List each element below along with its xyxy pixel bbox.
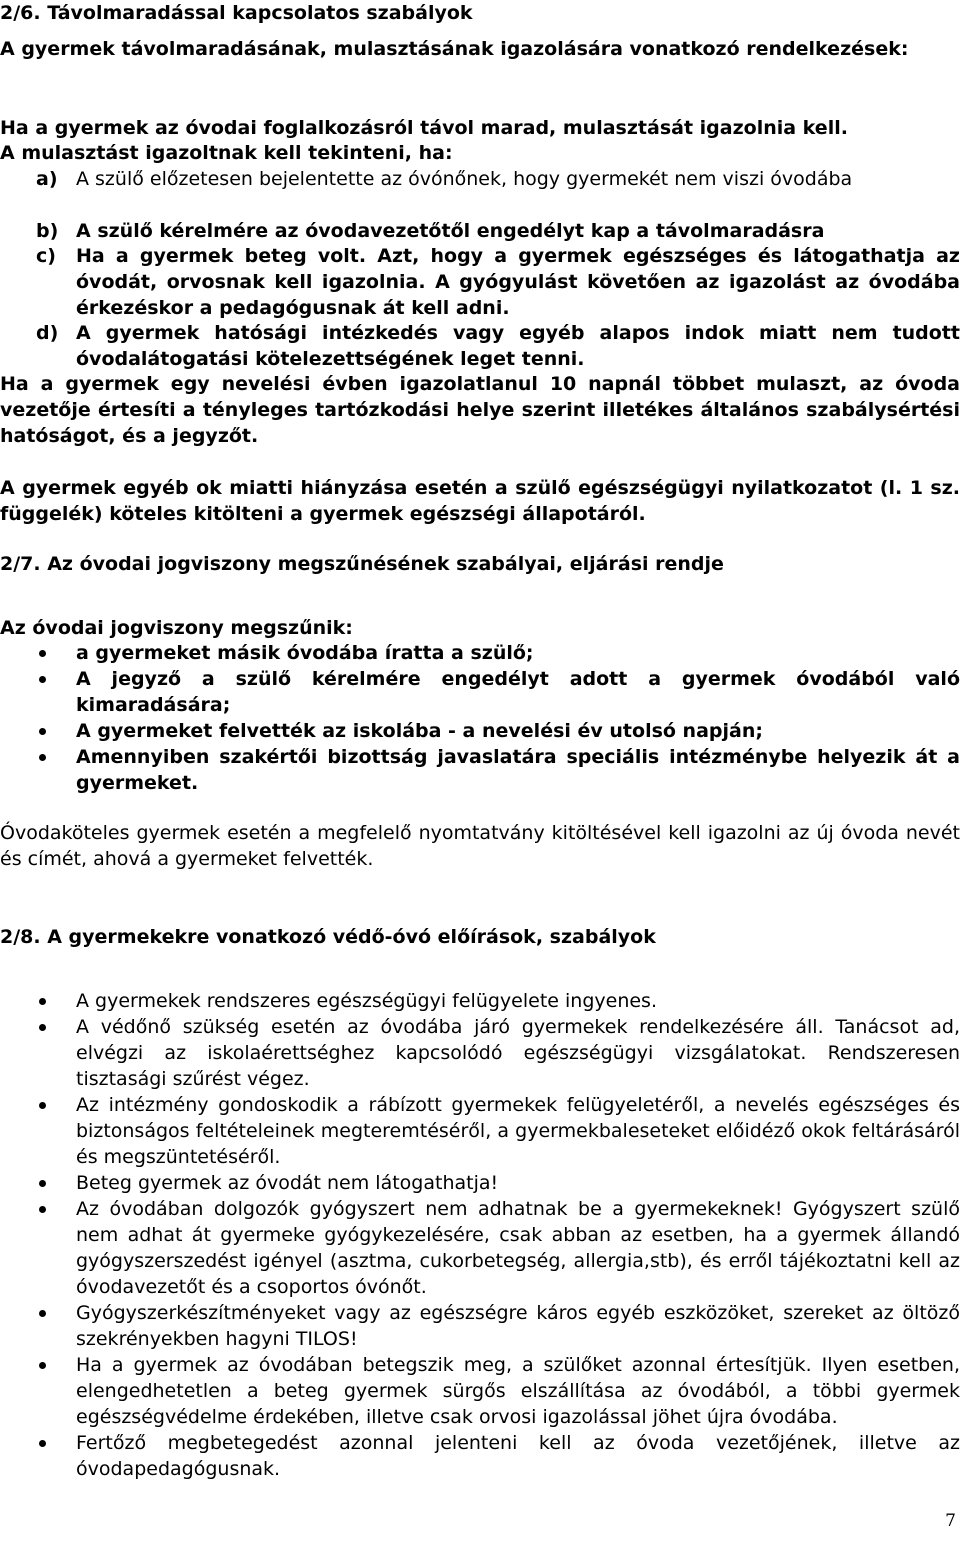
list-item: A jegyző a szülő kérelmére engedélyt adott a gyermek óvodából való kimaradására; [0, 666, 960, 718]
section-2-6-subheading: A gyermek távolmaradásának, mulasztásának igazolására vonatkozó rendelkezések: [0, 38, 909, 60]
bullet-icon [39, 998, 46, 1005]
list-item: Gyógyszerkészítményeket vagy az egészségre káros egyéb eszközöket, szereket az öltöző szekrényekben hagyni TILOS! [0, 1300, 960, 1352]
list-text: Ha a gyermek beteg volt. Azt, hogy a gyermek egészséges és látogathatja az óvodát, orvosnak kell igazolnia. A gyógyulást követően az igazolást az óvodába érkezéskor a pedagógusnak át kell adni. [76, 245, 960, 319]
bullet-icon [39, 1024, 46, 1031]
list-text: A gyermek hatósági intézkedés vagy egyéb alapos indok miatt nem tudott óvodalátogatási kötelezettségének leget tenni. [76, 322, 960, 370]
list-item-d [36, 320, 960, 372]
bullet-icon [39, 1362, 46, 1369]
section-2-6-para-1: Ha a gyermek egy nevelési évben igazolatlanul 10 napnál többet mulaszt, az óvoda vezetője értesíti a tényleges tartózkodási helye szerint illetékes általános szabálysértési hatóságot, és a jegyzőt. [0, 373, 960, 447]
list-text: A szülő előzetesen bejelentette az óvónőnek, hogy gyermekét nem viszi óvodába [76, 168, 853, 190]
bullet-icon [39, 1102, 46, 1109]
list-item: Az intézmény gondoskodik a rábízott gyermekek felügyeletéről, a nevelés egészséges és biztonságos feltételeinek megteremtéséről, a gyermekbaleseteket előidéző okok feltárásáról és megszüntetéséről. [0, 1092, 960, 1170]
section-2-6-heading: 2/6. Távolmaradással kapcsolatos szabályok [0, 2, 473, 24]
list-item: A védőnő szükség esetén az óvodába járó gyermekek rendelkezésére áll. Tanácsot ad, elvégzi az iskolaérettséghez kapcsolódó egészségügyi vizsgálatokat. Rendszeresen tisztasági szűrést végez. [0, 1014, 960, 1092]
list-item-a [36, 166, 960, 192]
section-2-6-para-2: A gyermek egyéb ok miatti hiányzása esetén a szülő egészségügyi nyilatkozatot (l. 1 sz. függelék) köteles kitölteni a gyermek egészségi állapotáról. [0, 477, 960, 525]
list-item: Ha a gyermek az óvodában betegszik meg, a szülőket azonnal értesítjük. Ilyen esetben, elengedhetetlen a beteg gyermek sürgős elszállítása az óvodából, a többi gyermek egészségvédelme érdekében, illetve csak orvosi igazolással jöhet újra óvodába. [0, 1352, 960, 1430]
list-item-b [36, 218, 960, 244]
section-2-8-heading: 2/8. A gyermekekre vonatkozó védő-óvó előírások, szabályok [0, 926, 656, 948]
bullet-icon [39, 1440, 46, 1447]
list-item: A gyermeket felvették az iskolába - a nevelési év utolsó napján; [0, 718, 960, 744]
page-number: 7 [945, 1511, 956, 1531]
list-item: Fertőző megbetegedést azonnal jelenteni kell az óvoda vezetőjének, illetve az óvodapedagógusnak. [0, 1430, 960, 1482]
section-2-7-heading: 2/7. Az óvodai jogviszony megszűnésének szabályai, eljárási rendje [0, 553, 724, 575]
list-item: a gyermeket másik óvodába íratta a szülő; [0, 640, 960, 666]
section-2-7-lead: Az óvodai jogviszony megszűnik: [0, 617, 353, 639]
bullet-icon [39, 676, 46, 683]
section-2-8-list [0, 988, 960, 1482]
section-2-7-list [0, 640, 960, 796]
list-item: Beteg gyermek az óvodát nem látogathatja! [0, 1170, 960, 1196]
bullet-icon [39, 1206, 46, 1213]
bullet-icon [39, 1180, 46, 1187]
bullet-icon [39, 728, 46, 735]
list-item: A gyermekek rendszeres egészségügyi felügyelete ingyenes. [0, 988, 960, 1014]
list-item-c [36, 243, 960, 321]
list-label: d) [36, 322, 59, 344]
bullet-icon [39, 650, 46, 657]
list-item: Az óvodában dolgozók gyógyszert nem adhatnak be a gyermekeknek! Gyógyszert szülő nem adhat át gyermeke gyógykezelésére, csak abban az esetben, ha a gyermek állandó gyógyszerszedést igényel (asztma, cukorbetegség, allergia,stb), és erről tájékoztatni kell az óvodavezetőt és a csoportos óvónőt. [0, 1196, 960, 1300]
list-item: Amennyiben szakértői bizottság javaslatára speciális intézménybe helyezik át a gyermeket. [0, 744, 960, 796]
bullet-icon [39, 1310, 46, 1317]
list-label: c) [36, 245, 56, 267]
list-label: b) [36, 220, 59, 242]
list-text: A szülő kérelmére az óvodavezetőtől engedélyt kap a távolmaradásra [76, 220, 825, 242]
bullet-icon [39, 754, 46, 761]
section-2-7-para: Óvodaköteles gyermek esetén a megfelelő nyomtatvány kitöltésével kell igazolni az új óvoda nevét és címét, ahová a gyermeket felvették. [0, 822, 960, 870]
section-2-6-intro: Ha a gyermek az óvodai foglalkozásról távol marad, mulasztását igazolnia kell. [0, 117, 848, 139]
section-2-6-lead: A mulasztást igazoltnak kell tekinteni, ha: [0, 142, 453, 164]
list-label: a) [36, 168, 58, 190]
